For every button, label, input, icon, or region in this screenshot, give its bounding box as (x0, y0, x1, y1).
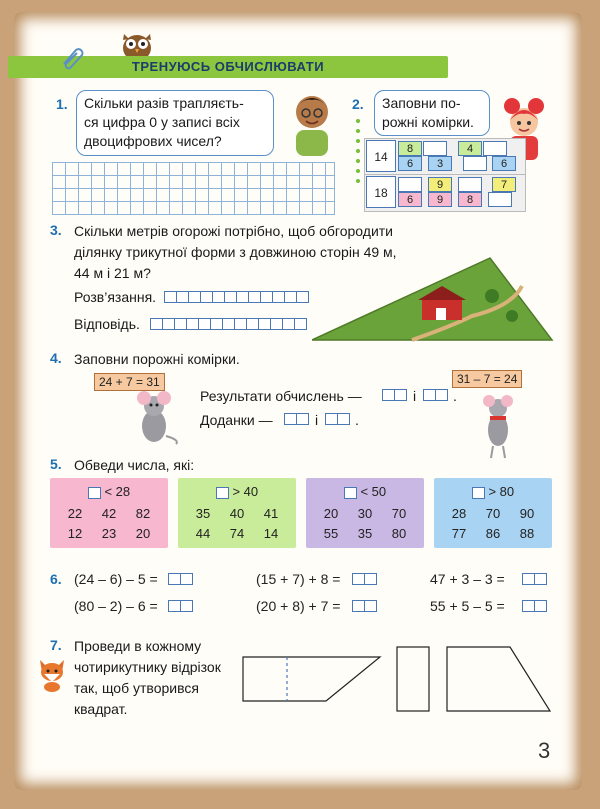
paperclip-icon (60, 46, 86, 70)
quadrilateral-3[interactable] (446, 646, 552, 712)
quadrilateral-1[interactable] (242, 656, 382, 702)
q5-card-1-box[interactable] (88, 487, 101, 499)
q5-c1-n[interactable]: 82 (135, 506, 151, 521)
q4-addends-box-1[interactable] (284, 413, 308, 425)
q5-card-3-box[interactable] (344, 487, 357, 499)
q2-t1-bot-1[interactable]: 6 (398, 156, 422, 171)
q5-c4-n[interactable]: 77 (451, 526, 467, 541)
q2-t2-bot-3[interactable]: 8 (458, 192, 482, 207)
q4-dot-1: . (453, 388, 457, 404)
q1-number: 1. (56, 96, 68, 112)
q4-and-1: і (413, 388, 417, 404)
q6-eq-6: 55 + 5 – 5 = (430, 598, 505, 614)
q6-box-6[interactable] (522, 600, 546, 612)
q2-t2-bot-1[interactable]: 6 (398, 192, 422, 207)
q3-number: 3. (50, 222, 62, 238)
dot-column (356, 116, 360, 188)
q2-t2-top-1[interactable] (398, 177, 422, 192)
q2-t1-bot-2[interactable]: 3 (428, 156, 452, 171)
sign-left: 24 + 7 = 31 (94, 373, 165, 391)
q2-t2-top-3[interactable] (458, 177, 482, 192)
q4-addends-label: Доданки — (200, 412, 273, 428)
q2-t2-top-4[interactable]: 7 (492, 177, 516, 192)
q5-card-4 (434, 478, 552, 548)
q6-box-1[interactable] (168, 573, 192, 585)
q2-table-2-total: 18 (366, 176, 396, 208)
q4-number: 4. (50, 350, 62, 366)
q5-c3-n[interactable]: 20 (323, 506, 339, 521)
q7-line4: квадрат. (74, 701, 128, 717)
q4-results-box-2[interactable] (423, 389, 447, 401)
q6-eq-4: (20 + 8) + 7 = (256, 598, 341, 614)
boy-icon (288, 86, 336, 156)
q5-c1-n[interactable]: 22 (67, 506, 83, 521)
q2-table-1-total: 14 (366, 140, 396, 172)
q5-c2-n[interactable]: 44 (195, 526, 211, 541)
q1-line2: ся цифра 0 у записі всіх (84, 114, 240, 130)
q6-number: 6. (50, 571, 62, 587)
q5-card-2 (178, 478, 296, 548)
q6-eq-5: 47 + 3 – 3 = (430, 571, 505, 587)
q7-number: 7. (50, 637, 62, 653)
q5-c1-n[interactable]: 23 (101, 526, 117, 541)
q2-line2: рожні комірки. (382, 114, 474, 130)
q5-c4-n[interactable]: 28 (451, 506, 467, 521)
q6-box-5[interactable] (522, 573, 546, 585)
q5-c4-n[interactable]: 86 (485, 526, 501, 541)
q5-card-1 (50, 478, 168, 548)
q2-t1-top-4[interactable] (483, 141, 507, 156)
q4-addends-box-2[interactable] (325, 413, 349, 425)
q6-eq-2: (80 – 2) – 6 = (74, 598, 158, 614)
q5-c2-n[interactable]: 40 (229, 506, 245, 521)
q6-eq-3: (15 + 7) + 8 = (256, 571, 341, 587)
q5-card-4-cond: > 80 (488, 484, 515, 499)
section-title: ТРЕНУЮСЬ ОБЧИСЛЮВАТИ (131, 59, 325, 74)
mouse-left-icon (130, 390, 184, 446)
q5-c2-n[interactable]: 14 (263, 526, 279, 541)
q3-line2: ділянку трикутної форми з довжиною сторін 49 м, (74, 244, 397, 260)
q7-line1: Проведи в кожному (74, 638, 202, 654)
q2-t2-bot-4[interactable] (488, 192, 512, 207)
q3-solution-label: Розв’язання. (74, 289, 157, 305)
q5-c3-n[interactable]: 30 (357, 506, 373, 521)
q6-eq-1: (24 – 6) – 5 = (74, 571, 158, 587)
q5-c3-n[interactable]: 55 (323, 526, 339, 541)
q3-line1: Скільки метрів огорожі потрібно, щоб обгородити (74, 223, 393, 239)
triangle-farm-icon (312, 256, 556, 342)
q6-box-4[interactable] (352, 600, 376, 612)
q5-card-4-box[interactable] (472, 487, 485, 499)
q5-card-1-cond: < 28 (104, 484, 131, 499)
q5-card-2-cond: > 40 (232, 484, 259, 499)
q5-c4-n[interactable]: 88 (519, 526, 535, 541)
q4-results-box-1[interactable] (382, 389, 406, 401)
q7-line2: чотирикутнику відрізок (74, 659, 221, 675)
q3-solution-boxes[interactable] (164, 291, 308, 303)
q2-t1-top-2[interactable] (423, 141, 447, 156)
q3-answer-label: Відповідь. (74, 316, 140, 332)
q3-answer-boxes[interactable] (150, 318, 306, 330)
q4-text: Заповни порожні комірки. (74, 351, 240, 367)
q5-c4-n[interactable]: 90 (519, 506, 535, 521)
sign-right: 31 – 7 = 24 (452, 370, 522, 388)
q5-card-3-cond: < 50 (360, 484, 387, 499)
q5-c2-n[interactable]: 74 (229, 526, 245, 541)
page-number: 3 (538, 738, 551, 763)
q3-line3: 44 м і 21 м? (74, 265, 151, 281)
q5-number: 5. (50, 456, 62, 472)
q4-results-label: Результати обчислень — (200, 388, 362, 404)
q1-line1: Скільки разів трапляєть- (84, 95, 244, 111)
quadrilateral-2[interactable] (396, 646, 430, 712)
q6-box-2[interactable] (168, 600, 192, 612)
q5-c4-n[interactable]: 70 (485, 506, 501, 521)
mouse-right-icon (478, 388, 518, 460)
q5-text: Обведи числа, які: (74, 457, 195, 473)
q2-line1: Заповни по- (382, 95, 461, 111)
q2-t1-top-3[interactable]: 4 (458, 141, 482, 156)
q4-and-2: і (315, 412, 319, 428)
q2-number: 2. (352, 96, 364, 112)
q2-t2-bot-2[interactable]: 9 (428, 192, 452, 207)
q6-box-3[interactable] (352, 573, 376, 585)
q2-t1-bot-4[interactable]: 6 (492, 156, 516, 171)
q2-t1-top-1[interactable]: 8 (398, 141, 422, 156)
q5-c3-n[interactable]: 80 (391, 526, 407, 541)
q5-c2-n[interactable]: 41 (263, 506, 279, 521)
q2-t2-top-2[interactable]: 9 (428, 177, 452, 192)
q5-c1-n[interactable]: 20 (135, 526, 151, 541)
q5-card-2-box[interactable] (216, 487, 229, 499)
q5-c1-n[interactable]: 12 (67, 526, 83, 541)
q5-c2-n[interactable]: 35 (195, 506, 211, 521)
q4-dot-2: . (355, 412, 359, 428)
q7-line3: так, щоб утворився (74, 680, 199, 696)
q5-c1-n[interactable]: 42 (101, 506, 117, 521)
q1-line3: двоцифрових чисел? (84, 133, 222, 149)
q5-c3-n[interactable]: 70 (391, 506, 407, 521)
q2-t1-bot-3[interactable] (463, 156, 487, 171)
q5-card-3 (306, 478, 424, 548)
fox-icon (36, 656, 68, 692)
q5-c3-n[interactable]: 35 (357, 526, 373, 541)
answer-grid[interactable] (52, 162, 335, 215)
